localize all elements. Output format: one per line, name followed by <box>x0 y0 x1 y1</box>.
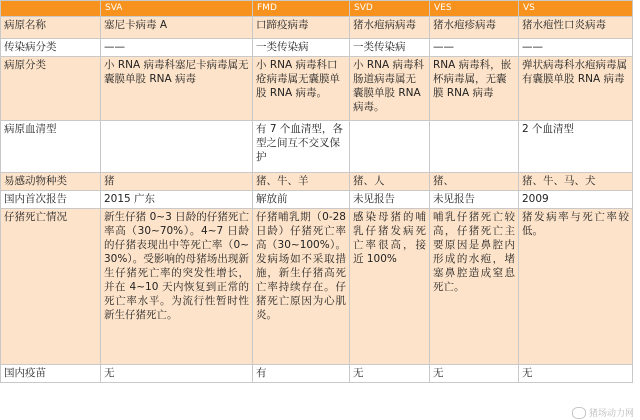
table-cell: 无 <box>430 365 519 383</box>
table-cell: 弹状病毒科水疱病毒属有囊膜单股 RNA 病毒 <box>519 57 633 121</box>
table-cell: 哺乳仔猪死亡较高，仔猪死亡主要原因是鼻腔内形成的水疱，堵塞鼻腔造成窒息死亡。 <box>430 209 519 365</box>
table-cell: 未见报告 <box>430 191 519 209</box>
table-cell: 口蹄疫病毒 <box>253 17 350 39</box>
table-cell: 猪、人 <box>350 173 430 191</box>
chat-bubble-icon <box>572 407 586 419</box>
table-cell: 猪、牛、马、犬 <box>519 173 633 191</box>
table-cell: 小 RNA 病毒科口疮病毒属无囊膜单股 RNA 病毒。 <box>253 57 350 121</box>
header-cell-fmd: FMD <box>253 1 350 17</box>
table-cell: RNA 病毒科，嵌杯病毒属，无囊膜 RNA 病毒 <box>430 57 519 121</box>
row-label: 传染病分类 <box>1 39 101 57</box>
table-cell: 猪水疱性口炎病毒 <box>519 17 633 39</box>
row-label: 病原名称 <box>1 17 101 39</box>
table-cell: 无 <box>101 365 253 383</box>
header-cell-svd: SVD <box>350 1 430 17</box>
table-row-pathogen-class <box>1 57 633 121</box>
row-label: 病原分类 <box>1 57 101 121</box>
table-cell: 塞尼卡病毒 A <box>101 17 253 39</box>
table-cell: 仔猪哺乳期（0-28 日龄）仔猪死亡率高（30~100%）。发病场如不采取措施，新生仔猪高死亡率持续存在。仔猪死亡原因为心肌炎。 <box>253 209 350 365</box>
header-cell-sva: SVA <box>101 1 253 17</box>
table-cell: —— <box>430 39 519 57</box>
table-cell: 2 个血清型 <box>519 121 633 173</box>
table-row-disease-class <box>1 39 633 57</box>
table-cell: 猪水疱疹病毒 <box>430 17 519 39</box>
header-cell-vs: VS <box>519 1 633 17</box>
table-row-first-report <box>1 191 633 209</box>
row-label: 国内疫苗 <box>1 365 101 383</box>
table-cell: 一类传染病 <box>350 39 430 57</box>
table-cell: 小 RNA 病毒科塞尼卡病毒属无囊膜单股 RNA 病毒 <box>101 57 253 121</box>
table-cell: 有 7 个血清型，各型之间互不交叉保护 <box>253 121 350 173</box>
row-label: 仔猪死亡情况 <box>1 209 101 365</box>
watermark <box>572 406 634 419</box>
table-cell: 小 RNA 病毒科肠道病毒属无囊膜单股 RNA 病毒。 <box>350 57 430 121</box>
table-cell: —— <box>519 39 633 57</box>
row-label: 易感动物种类 <box>1 173 101 191</box>
table-cell: 猪 <box>101 173 253 191</box>
table-row-host-species <box>1 173 633 191</box>
table-cell: 猪、牛、羊 <box>253 173 350 191</box>
table-row-pathogen-name <box>1 17 633 39</box>
table-cell <box>101 121 253 173</box>
header-cell-empty <box>1 1 101 17</box>
table-row-vaccine <box>1 365 633 383</box>
table-cell: 解放前 <box>253 191 350 209</box>
table-cell: 猪水疱病病毒 <box>350 17 430 39</box>
table-cell: 有 <box>253 365 350 383</box>
table-cell: 猪、 <box>430 173 519 191</box>
table-header-row <box>1 1 633 17</box>
table-cell: 猪发病率与死亡率较低。 <box>519 209 633 365</box>
watermark-text: 猪场动力网 <box>588 409 634 419</box>
table-cell: 2015 广东 <box>101 191 253 209</box>
table-row-serotype <box>1 121 633 173</box>
table-cell: 无 <box>519 365 633 383</box>
table-cell: 感染母猪的哺乳仔猪发病死亡率很高，接近 100% <box>350 209 430 365</box>
table-cell: 未见报告 <box>350 191 430 209</box>
table-cell <box>430 121 519 173</box>
table-cell: 新生仔猪 0~3 日龄的仔猪死亡率高（30~70%）。4~7 日龄的仔猪表现出中等死亡率（0~30%）。受影响的母猪场出现新生仔猪死亡率的突发性增长，并在 4~10 天内恢复到正常的死亡率水平。为流行性暂时性新生仔猪死亡。 <box>101 209 253 365</box>
table-row-piglet-mortality <box>1 209 633 365</box>
row-label: 国内首次报告 <box>1 191 101 209</box>
table-cell: 2009 <box>519 191 633 209</box>
table-cell: —— <box>101 39 253 57</box>
header-cell-ves: VES <box>430 1 519 17</box>
table-cell <box>350 121 430 173</box>
table-cell: 无 <box>350 365 430 383</box>
row-label: 病原血清型 <box>1 121 101 173</box>
table-cell: 一类传染病 <box>253 39 350 57</box>
